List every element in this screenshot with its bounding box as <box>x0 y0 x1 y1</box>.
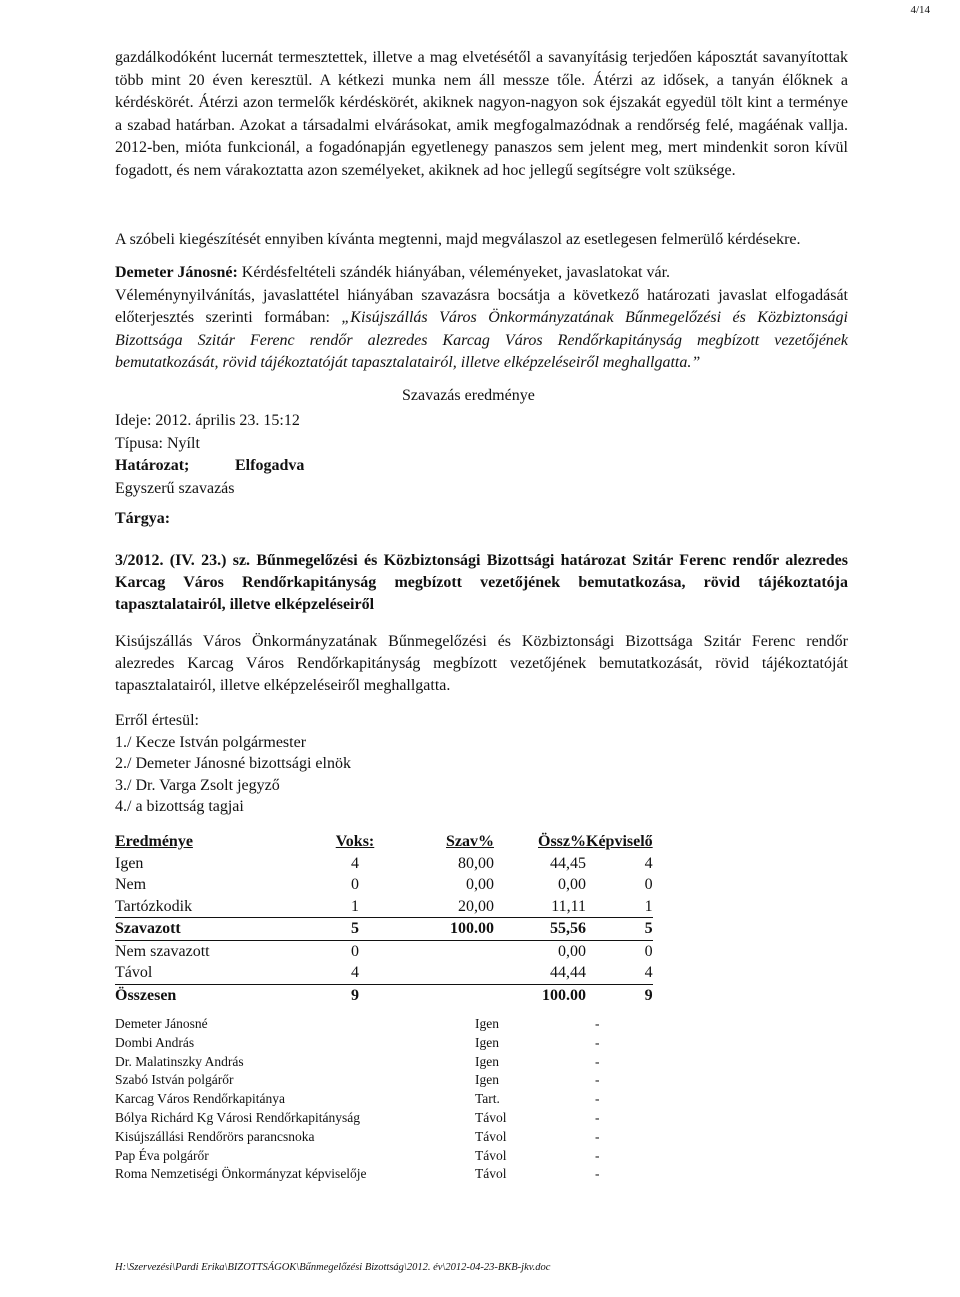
table-cell: 0,00 <box>558 942 586 960</box>
table-cell: Távol <box>115 962 310 984</box>
table-cell: 44,44 <box>494 962 586 984</box>
member-name: Karcag Város Rendőrkapitánya <box>115 1091 285 1107</box>
header-votes: Voks: <box>335 833 375 850</box>
table-cell: 4 <box>586 962 653 984</box>
vote-time: Ideje: 2012. április 23. 15:12 <box>115 412 300 429</box>
member-vote: Igen <box>475 1034 499 1050</box>
table-row <box>115 940 653 962</box>
notify-item: 4./ a bizottság tagjai <box>115 798 244 815</box>
table-cell <box>400 940 494 962</box>
table-row <box>115 962 653 984</box>
member-mark: - <box>595 1166 600 1182</box>
table-cell: 0,00 <box>466 876 494 893</box>
table-cell: 0 <box>644 876 653 893</box>
header-representative: Képviselő <box>586 833 653 850</box>
vote-type: Típusa: Nyílt <box>115 434 200 452</box>
paragraph-2: A szóbeli kiegészítését ennyiben kívánta megtenni, majd megválaszol az esetlegesen felmerülő kérdésekre. <box>115 231 801 248</box>
member-mark: - <box>595 1109 600 1125</box>
table-row <box>115 1109 625 1128</box>
table-row <box>115 918 653 941</box>
table-row <box>115 1071 625 1090</box>
table-cell: 100.00 <box>400 918 494 941</box>
vote-kind: Egyszerű szavazás <box>115 479 235 497</box>
proposal-text: „Kisújszállás Város Önkormányzatának Bűnmegelőzési és Közbiztonsági Bizottsága Szitár Ferenc rendőr alezredes Karcag Város Rendőrkapitányság megbízott vezetőjének bemutatkozását, rövid tájékoztatóját tapasztalatairól, illetve elképzeléseiről meghallgatta.” <box>115 309 848 372</box>
member-mark: - <box>595 1016 600 1031</box>
vote-meta <box>115 410 304 500</box>
member-name: Pap Éva polgárőr <box>115 1147 209 1163</box>
member-mark: - <box>595 1147 600 1163</box>
member-mark: - <box>595 1128 600 1144</box>
member-vote: Távol <box>475 1109 507 1125</box>
table-cell: 100.00 <box>542 986 586 1004</box>
table-cell: 1 <box>586 896 653 918</box>
table-cell: 0 <box>351 942 359 960</box>
speaker-name: Demeter Jánosné: <box>115 264 238 281</box>
header-total-percent: Össz% <box>538 833 586 850</box>
resolution-label: Határozat; <box>115 457 190 475</box>
table-cell: Szavazott <box>115 918 310 941</box>
table-row <box>115 853 653 875</box>
table-row <box>115 1128 625 1147</box>
member-vote: Távol <box>475 1166 507 1182</box>
member-name: Roma Nemzetiségi Önkormányzat képviselője <box>115 1166 367 1182</box>
table-cell: 0 <box>644 942 653 960</box>
table-cell: 20,00 <box>400 896 494 918</box>
table-cell: Igen <box>115 854 144 872</box>
table-row <box>115 874 653 896</box>
member-name: Dr. Malatinszky András <box>115 1053 244 1069</box>
page-number: 4/14 <box>910 4 930 16</box>
vote-heading: Szavazás eredménye <box>402 387 535 404</box>
speaker-text: Kérdésfeltételi szándék hiányában, véleményeket, javaslatokat vár. <box>237 264 671 281</box>
member-name: Szabó István polgárőr <box>115 1072 234 1088</box>
paragraph-1: gazdálkodóként lucernát termesztettek, illetve a mag elvetésétől a savanyításig terjedően káposztát savanyítottak több mint 20 éven keresztül. A kétkezi munka nem áll messze tőle. Átérzi az idősek, a tanyán élőknek a kérdéskörét. Átérzi azon termelők kérdéskörét, akiknek nagyon-nagyon sok éjszakát egyedül tölt kint a terménye a szabad határban. Azokat a társadalmi elvárásokat, amik megfogalmazódnak a rendőrség felé, magáénak vallja. 2012-ben, mióta funkcionál, a fogadónapján egyetlenegy panaszos sem jelent meg, mert mindenkit soron kívül fogadott, és nem várakoztatta azon személyeket, akiknek ad hoc jellegű segítségre volt szüksége. <box>115 49 848 179</box>
subject-label: Tárgya: <box>115 510 171 527</box>
table-row <box>115 984 653 1006</box>
table-row <box>115 1147 625 1166</box>
notify-label: Erről értesül: <box>115 712 199 729</box>
table-row <box>115 1015 625 1034</box>
table-row <box>115 1090 625 1109</box>
resolution-body: Kisújszállás Város Önkormányzatának Bűnmegelőzési és Közbiztonsági Bizottsága Szitár Ferenc rendőr alezredes Karcag Város Rendőrkapitányság megbízott vezetőjének bemutatkozását, rövid tájékoztatóját tapasztalatairól, illetve elképzeléseiről meghallgatta. <box>115 633 848 694</box>
resolution-title: 3/2012. (IV. 23.) sz. Bűnmegelőzési és Közbiztonsági Bizottsági határozat Szitár Ferenc rendőr alezredes Karcag Város Rendőrkapitányság megbízott vezetőjének bemutatkozása, rövid tájékoztatója tapasztalatairól, illetve elképzeléseiről <box>115 552 848 613</box>
table-cell: 5 <box>310 918 400 941</box>
member-vote: Igen <box>475 1072 499 1088</box>
table-cell: 80,00 <box>458 854 494 872</box>
member-vote: Távol <box>475 1147 507 1163</box>
table-row <box>115 1165 625 1184</box>
member-vote: Távol <box>475 1128 507 1144</box>
table-row <box>115 1034 625 1053</box>
table-cell: 0,00 <box>558 876 586 893</box>
table-cell: 11,11 <box>494 896 586 918</box>
member-name: Dombi András <box>115 1034 195 1050</box>
table-cell <box>400 984 494 1006</box>
resolution-value: Elfogadva <box>235 457 305 475</box>
table-row <box>115 896 653 918</box>
table-cell: Nem szavazott <box>115 942 210 960</box>
table-cell: 0 <box>351 876 359 893</box>
table-cell <box>400 962 494 984</box>
table-cell: 9 <box>644 986 653 1004</box>
vote-resolution <box>115 455 304 478</box>
table-cell: 4 <box>310 962 400 984</box>
paragraph-3 <box>115 262 848 375</box>
header-vote-percent: Szav% <box>446 833 494 850</box>
member-mark: - <box>595 1072 600 1088</box>
notify-item: 1./ Kecze István polgármester <box>115 733 307 751</box>
member-name: Demeter Jánosné <box>115 1016 208 1031</box>
table-cell: 1 <box>310 896 400 918</box>
table-cell: 4 <box>644 854 653 872</box>
table-cell: Nem <box>115 876 147 893</box>
header-result: Eredménye <box>115 833 193 850</box>
member-name: Kisújszállási Rendőrörs parancsnoka <box>115 1128 315 1144</box>
proposal-intro: Véleménynyilvánítás, javaslattétel hiányában szavazásra bocsátja a következő határozati javaslat elfogadását előterjesztés szerinti formában: <box>115 286 848 327</box>
notify-item: 3./ Dr. Varga Zsolt jegyző <box>115 776 280 794</box>
table-cell: 5 <box>586 918 653 941</box>
table-cell: 55,56 <box>494 918 586 941</box>
member-vote: Tart. <box>475 1091 500 1107</box>
table-cell: 4 <box>351 854 359 872</box>
member-name: Bólya Richárd Kg Városi Rendőrkapitányság <box>115 1109 360 1125</box>
notify-item: 2./ Demeter Jánosné bizottsági elnök <box>115 755 351 772</box>
table-row <box>115 1053 625 1072</box>
member-mark: - <box>595 1053 600 1069</box>
table-cell: Összesen <box>115 986 177 1004</box>
footer-file-path: H:\Szervezési\Pardi Erika\BIZOTTSÁGOK\Bűnmegelőzési Bizottság\2012. év\2012-04-23-BKB-jkv.doc <box>115 1262 551 1273</box>
table-cell: Tartózkodik <box>115 896 310 918</box>
member-vote: Igen <box>475 1016 499 1031</box>
results-table <box>115 831 653 1006</box>
results-header-row <box>115 831 653 853</box>
member-mark: - <box>595 1034 600 1050</box>
members-vote-table <box>115 1015 625 1184</box>
member-mark: - <box>595 1091 600 1107</box>
table-cell: 44,45 <box>550 854 586 872</box>
notify-list <box>115 710 351 818</box>
table-cell: 9 <box>351 986 359 1004</box>
member-vote: Igen <box>475 1053 499 1069</box>
